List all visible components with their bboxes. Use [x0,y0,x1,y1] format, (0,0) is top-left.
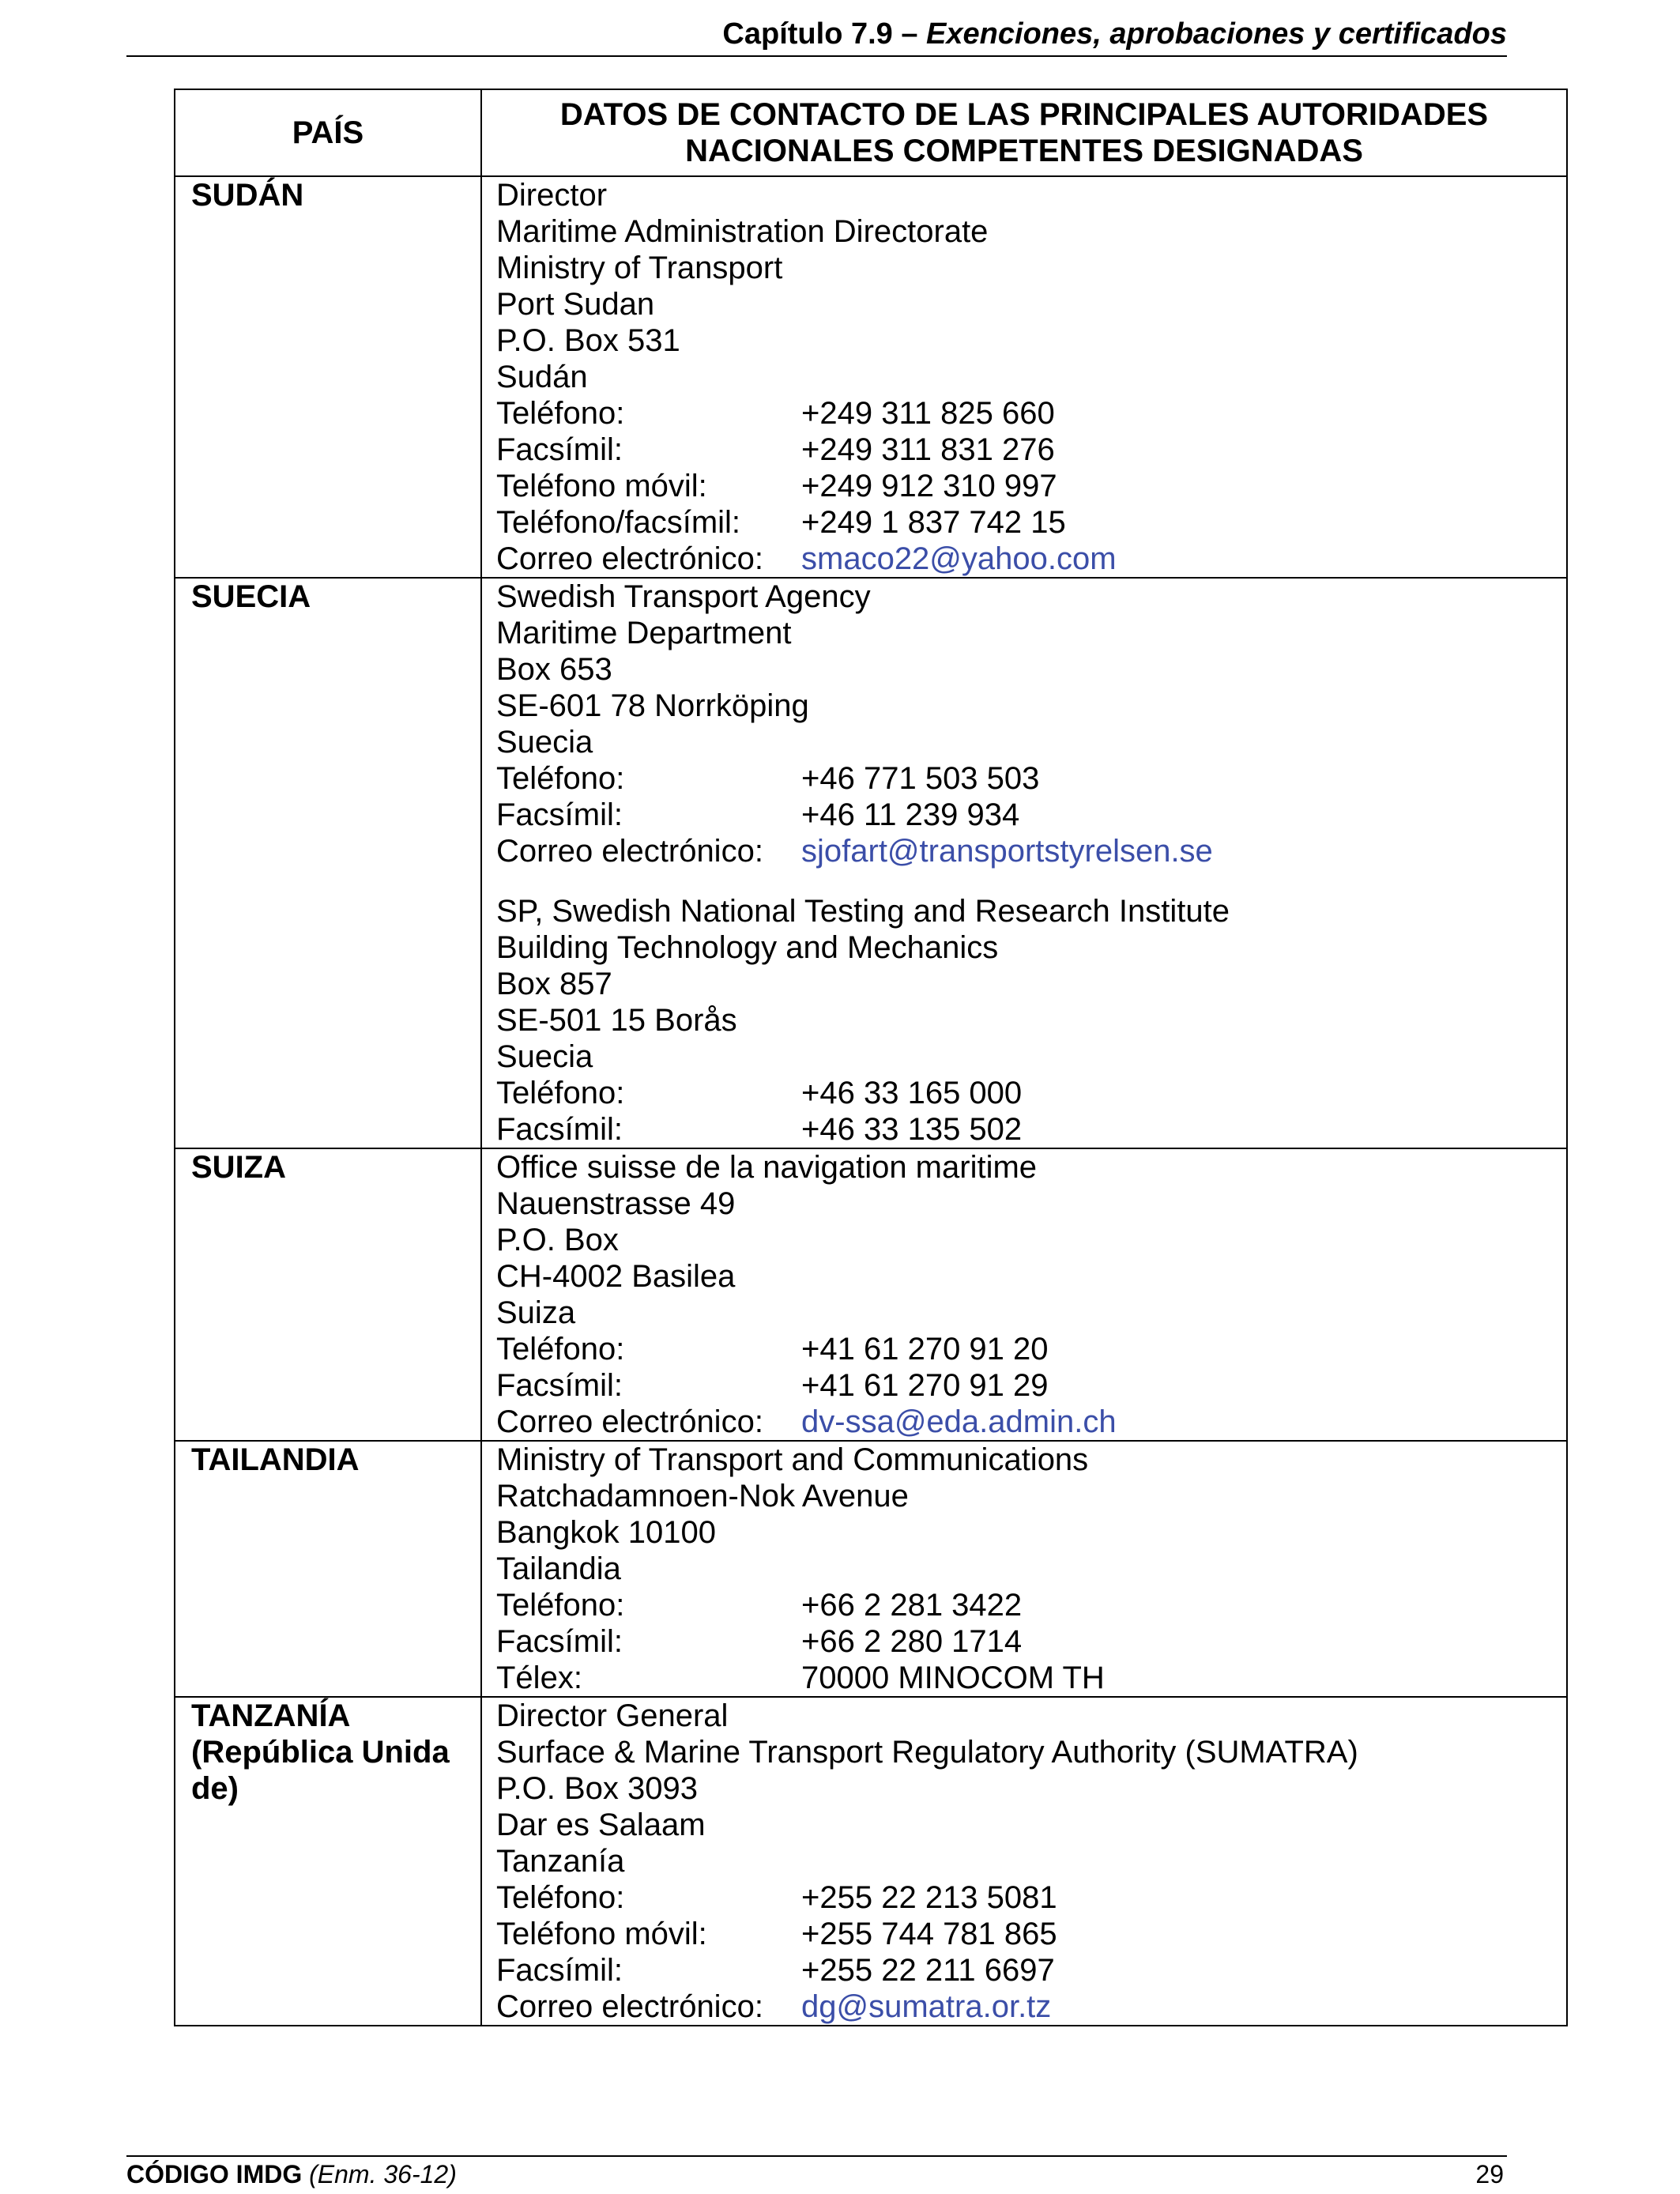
contact-value: +249 311 831 276 [801,432,1055,467]
authority-block [496,177,1552,577]
address-line: Suecia [496,725,593,760]
address-line: P.O. Box 3093 [496,1771,698,1806]
contact-value: +66 2 281 3422 [801,1588,1023,1623]
address-line: Director General [496,1698,729,1733]
contact-line [496,1916,1552,1952]
chapter-number: Capítulo 7.9 – [722,17,918,51]
address-line: Building Technology and Mechanics [496,930,999,965]
contact-label: Facsímil: [496,432,623,467]
contact-line [496,1404,1552,1440]
address-line: Surface & Marine Transport Regulatory Authority (SUMATRA) [496,1735,1358,1770]
email-link[interactable]: dg@sumatra.or.tz [801,1989,1052,2024]
country-name: TAILANDIA [191,1442,360,1477]
chapter-title: Exenciones, aprobaciones y certificados [926,17,1507,51]
country-cell [175,1441,481,1697]
contact-value: +249 1 837 742 15 [801,505,1066,540]
contact-label: Facsímil: [496,1624,623,1659]
contact-line [496,1952,1552,1989]
address-line: Ratchadamnoen-Nok Avenue [496,1479,909,1514]
contact-label: Facsímil: [496,797,623,832]
authority-block [496,893,1552,1148]
column-header-country: PAÍS [175,89,481,176]
contact-line [496,1331,1552,1367]
contact-value: +66 2 280 1714 [801,1624,1023,1659]
address-line: Maritime Administration Directorate [496,214,989,249]
country-cell [175,176,481,578]
contact-label: Teléfono: [496,1588,625,1623]
contact-line [496,504,1552,541]
email-link[interactable]: sjofart@transportstyrelsen.se [801,834,1213,869]
contact-line [496,432,1552,468]
contact-label: Teléfono móvil: [496,469,707,503]
table-row [175,1441,1567,1697]
contact-value: +249 311 825 660 [801,396,1055,431]
address-line: Nauenstrasse 49 [496,1186,736,1221]
table-row [175,1148,1567,1441]
contact-label: Facsímil: [496,1953,623,1988]
address-line: Box 857 [496,967,612,1001]
page-number: 29 [1475,2160,1504,2188]
contact-label: Teléfono: [496,761,625,796]
footer-amendment: (Enm. 36-12) [309,2160,457,2188]
contact-label: Télex: [496,1661,582,1695]
contact-label: Teléfono: [496,1880,625,1915]
contact-line [496,1111,1552,1148]
contact-label: Teléfono: [496,1076,625,1110]
contact-value: +46 771 503 503 [801,761,1040,796]
address-line: Maritime Department [496,616,792,650]
contact-label: Teléfono: [496,396,625,431]
address-line: Box 653 [496,652,612,687]
contact-value: +46 11 239 934 [801,797,1020,832]
email-link[interactable]: smaco22@yahoo.com [801,541,1117,576]
contact-line [496,468,1552,504]
address-line: Dar es Salaam [496,1808,706,1842]
address-line: Office suisse de la navigation maritime [496,1150,1038,1185]
contact-value: +46 33 165 000 [801,1076,1023,1110]
contact-label: Correo electrónico: [496,1989,763,2024]
contact-value: +46 33 135 502 [801,1112,1023,1147]
contact-label: Teléfono: [496,1332,625,1367]
country-name: SUECIA [191,579,311,614]
address-line: Suecia [496,1039,593,1074]
address-line: SP, Swedish National Testing and Research Institute [496,894,1230,929]
contact-label: Correo electrónico: [496,1404,763,1439]
address-line: Swedish Transport Agency [496,579,871,614]
contact-line [496,833,1552,869]
contact-label: Facsímil: [496,1112,623,1147]
table-body [175,176,1567,2026]
authority-block [496,1698,1552,2025]
footer-code: CÓDIGO IMDG [126,2160,303,2188]
contact-label: Correo electrónico: [496,541,763,576]
country-name: TANZANÍA (República Unida de) [191,1698,450,1806]
country-cell [175,578,481,1148]
contact-line [496,1623,1552,1660]
contact-line [496,797,1552,833]
page-footer [126,2155,1507,2192]
contact-line [496,1075,1552,1111]
country-cell [175,1148,481,1441]
contact-label: Correo electrónico: [496,834,763,869]
contact-line [496,1989,1552,2025]
address-line: Ministry of Transport [496,251,783,285]
table-row [175,578,1567,1148]
country-cell [175,1697,481,2026]
authority-block [496,579,1552,869]
address-line: Director [496,178,608,213]
address-line: CH-4002 Basilea [496,1259,736,1294]
authorities-table [174,89,1568,2026]
contact-cell [481,1697,1567,2026]
contact-cell [481,1441,1567,1697]
contact-line [496,1879,1552,1916]
contact-label: Teléfono móvil: [496,1917,707,1951]
country-name: SUDÁN [191,178,304,213]
contact-cell [481,578,1567,1148]
address-line: SE-601 78 Norrköping [496,688,809,723]
address-line: Ministry of Transport and Communications [496,1442,1089,1477]
contact-cell [481,176,1567,578]
contact-label: Teléfono/facsímil: [496,505,741,540]
column-header-contact: DATOS DE CONTACTO DE LAS PRINCIPALES AUTORIDADES NACIONALES COMPETENTES DESIGNADAS [481,89,1567,176]
country-name: SUIZA [191,1150,286,1185]
address-line: Tailandia [496,1551,621,1586]
page-header [126,13,1507,57]
contact-line [496,1587,1552,1623]
contact-line [496,1367,1552,1404]
contact-value: +255 744 781 865 [801,1917,1057,1951]
address-line: P.O. Box [496,1223,619,1257]
contact-cell [481,1148,1567,1441]
authority-block [496,1442,1552,1696]
contact-line [496,760,1552,797]
email-link[interactable]: dv-ssa@eda.admin.ch [801,1404,1117,1439]
address-line: Suiza [496,1295,576,1330]
contact-value: +249 912 310 997 [801,469,1057,503]
contact-line [496,395,1552,432]
contact-value: +255 22 213 5081 [801,1880,1057,1915]
contact-value: +41 61 270 91 20 [801,1332,1049,1367]
address-line: Bangkok 10100 [496,1515,717,1550]
contact-label: Facsímil: [496,1368,623,1403]
address-line: Sudán [496,360,588,394]
contact-value: +255 22 211 6697 [801,1953,1055,1988]
address-line: SE-501 15 Borås [496,1003,737,1038]
contact-line [496,1660,1552,1696]
contact-value: 70000 MINOCOM TH [801,1661,1105,1695]
table-row [175,176,1567,578]
contact-value: +41 61 270 91 29 [801,1368,1049,1403]
authority-block [496,1149,1552,1440]
address-line: Tanzanía [496,1844,625,1879]
table-row [175,1697,1567,2026]
table-header-row [175,89,1567,176]
address-line: Port Sudan [496,287,655,322]
contact-line [496,541,1552,577]
address-line: P.O. Box 531 [496,323,680,358]
